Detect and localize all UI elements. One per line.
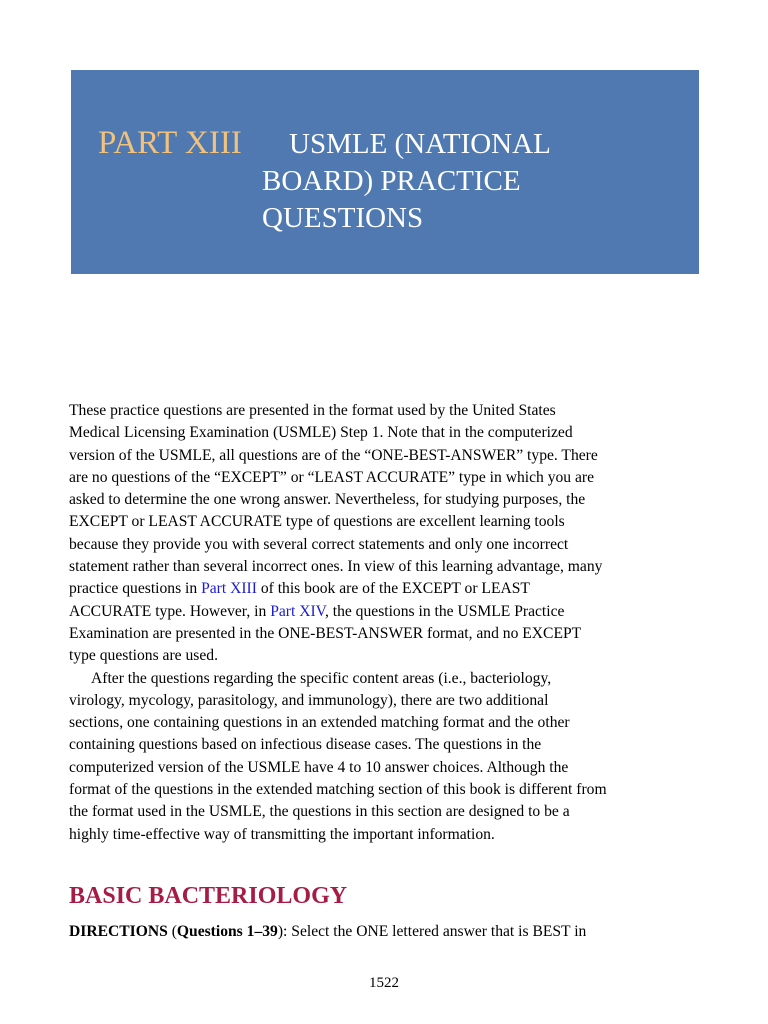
text-line: computerized version of the USMLE have 4 to 10 answer choices. Although the	[69, 758, 569, 776]
text-segment: ACCURATE type. However, in	[69, 602, 271, 620]
intro-paragraph-2	[69, 668, 709, 846]
directions-close: ):	[277, 923, 288, 940]
intro-paragraph-1	[69, 400, 709, 668]
text-line: Medical Licensing Examination (USMLE) Step 1. Note that in the computerized	[69, 424, 573, 442]
text-segment: practice questions in	[69, 580, 202, 598]
directions-text: Select the ONE lettered answer that is BEST in	[287, 923, 587, 940]
text-line: statement rather than several incorrect ones. In view of this learning advantage, many	[69, 558, 603, 576]
text-line: highly time-effective way of transmitting the important information.	[69, 825, 495, 843]
text-line: After the questions regarding the specific content areas (i.e., bacteriology,	[91, 669, 552, 687]
text-line: containing questions based on infectious disease cases. The questions in the	[69, 736, 542, 754]
text-line: virology, mycology, parasitology, and immunology), there are two additional	[69, 691, 549, 709]
text-line: format of the questions in the extended matching section of this book is different from	[69, 781, 607, 799]
text-segment: of this book are of the EXCEPT or LEAST	[256, 580, 530, 598]
text-line: asked to determine the one wrong answer. Nevertheless, for studying purposes, the	[69, 491, 586, 509]
directions-open: (	[167, 923, 177, 940]
text-line: the format used in the USMLE, the questions in this section are designed to be a	[69, 803, 570, 821]
text-segment: , the questions in the USMLE Practice	[324, 602, 565, 620]
part-xiv-link[interactable]: Part XIV	[270, 602, 325, 620]
text-line: These practice questions are presented in the format used by the United States	[69, 402, 556, 419]
directions	[69, 921, 586, 943]
page-number: 1522	[369, 975, 399, 991]
text-line: type questions are used.	[69, 647, 218, 665]
text-line: Examination are presented in the ONE-BEST-ANSWER format, and no EXCEPT	[69, 624, 582, 642]
text-line: EXCEPT or LEAST ACCURATE type of questions are excellent learning tools	[69, 513, 565, 531]
directions-label: DIRECTIONS	[69, 923, 168, 940]
text-line	[69, 601, 709, 623]
text-line: are no questions of the “EXCEPT” or “LEAST ACCURATE” type in which you are	[69, 468, 595, 486]
part-title-line: BOARD) PRACTICE	[262, 165, 521, 197]
part-title-line: USMLE (NATIONAL	[289, 128, 551, 160]
part-xiii-link[interactable]: Part XIII	[201, 580, 257, 598]
part-title	[262, 126, 551, 237]
text-line: sections, one containing questions in an extended matching format and the other	[69, 714, 570, 732]
part-banner	[71, 70, 699, 274]
text-line: version of the USMLE, all questions are of the “ONE-BEST-ANSWER” type. There	[69, 446, 598, 464]
intro-text	[69, 400, 709, 846]
text-line	[69, 578, 709, 600]
part-label: PART XIII	[98, 125, 242, 161]
text-line: because they provide you with several correct statements and only one incorrect	[69, 535, 569, 553]
directions-range: Questions 1–39	[176, 923, 278, 940]
part-title-line: QUESTIONS	[262, 202, 424, 234]
section-heading: BASIC BACTERIOLOGY	[69, 883, 348, 909]
